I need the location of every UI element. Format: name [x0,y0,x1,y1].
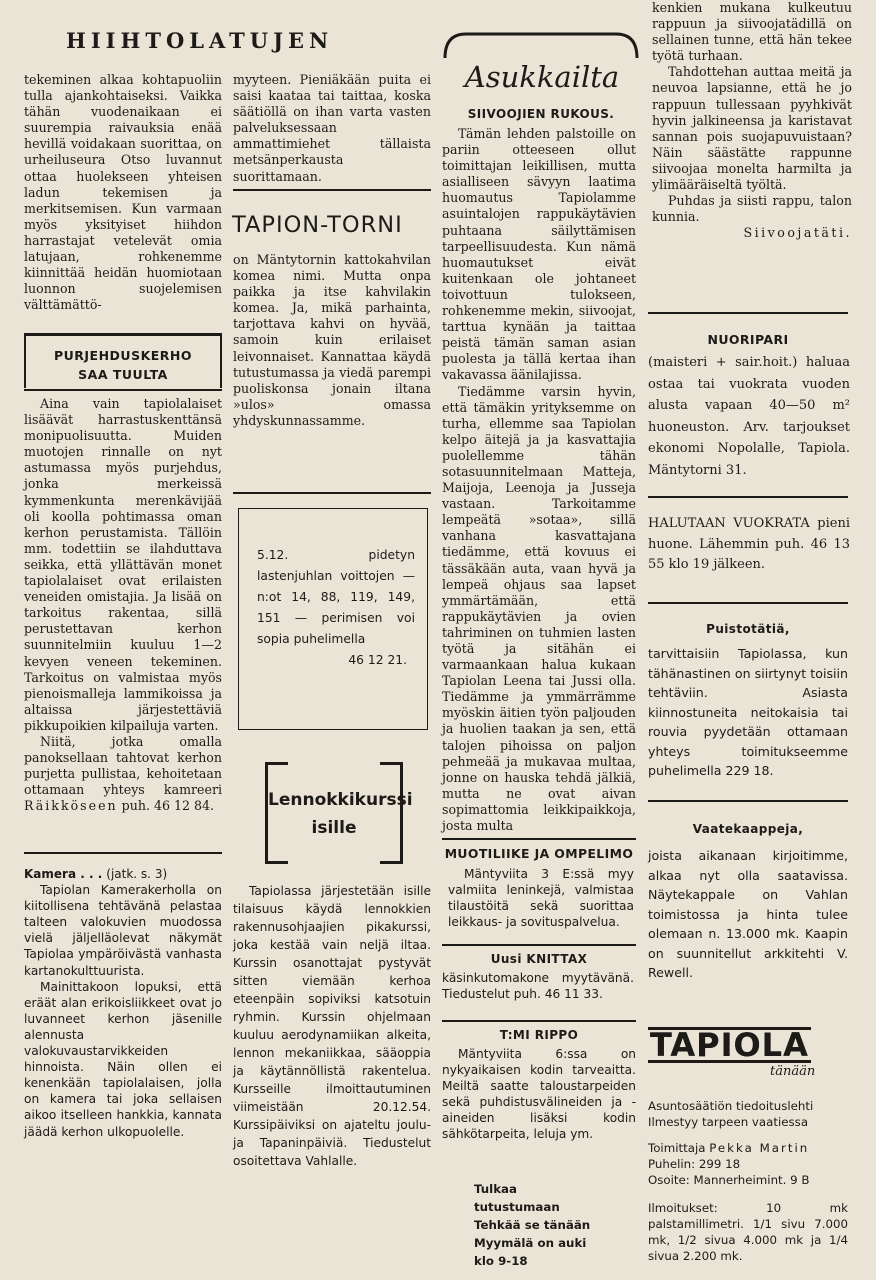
tapion-torni-title: TAPION-TORNI [232,212,403,238]
lennokki-title [268,786,413,842]
masthead-ad-rates: Ilmoitukset: 10 mk palstamillimetri. 1/1 sivu 7.000 mk, 1/2 sivua 4.000 mk ja 1/4 sivua 2.200 mk. [648,1201,848,1263]
purjehdus-article [24,396,222,814]
bracket [268,762,288,765]
purjehdus-paragraph-2-text: Niitä, jotka omalla panoksellaan tahtovat kerhon purjetta pullistaa, kehoitetaan ottamaan yhteys kamreeri [24,733,222,798]
kamera-label: Kamera . . . [24,867,103,881]
bracket [380,762,400,765]
halutaan-ad [648,514,850,576]
rippo-title: T:MI RIPPO [499,1028,579,1042]
editor-label: Toimittaja [648,1141,706,1155]
kamera-paragraph-2: Mainittakoon lopuksi, että eräät alan erikoisliikkeet ovat jo luvanneet kerhon jäsenille alennusta valokuvaustarvikkeiden hinnoista. Näin ollen ei kenenkään tapiolalaisen, jolla on kamera tai joka sellaisen aikoo itselleen hankkia, kannata jäädä kerhon ulkopuolelle. [24,979,222,1139]
purjehdus-title-box [24,336,222,388]
kamera-paragraph-1: Tapiolan Kamerakerholla on kiitollisena tehtävänä pelastaa talteen valokuvien muodossa vielä jäljelläolevat näkymät Tapiolaa ympäröivästä vanhasta kartanokulttuurista. [24,883,222,978]
kamera-heading-line [24,866,222,882]
editor-name: Pekka Martin [709,1141,810,1155]
vaate-title: Vaatekaappeja, [692,822,804,836]
rule [24,852,222,854]
lennokki-article [233,882,431,1170]
rule [24,389,222,391]
lennokki-title-line1: Lennokkikurssi [268,790,413,810]
hiihtolatujen-article [24,72,222,313]
tapion-torni-article [233,252,431,429]
purjehdus-contact-name: Räikköseen [24,798,118,814]
lennokki-title-box [265,762,413,864]
asukkailta-frame [442,30,640,60]
tapiola-logo [648,1026,811,1064]
masthead-editor [648,1140,848,1156]
rippo-cta: Tulkaa tutustumaan Tehkää se tänään Myymälä on auki klo 9-18 [474,1182,591,1268]
masthead-address: Osoite: Mannerheimint. 9 B [648,1173,810,1187]
asukkailta-title: Asukkailta [464,60,620,94]
masthead-info [648,1098,848,1264]
puisto-ad [648,644,848,781]
knittax-title: Uusi KNITTAX [490,952,588,966]
hiihtolatujen-text: tekeminen alkaa kohtapuoliin tulla ajankohtaiseksi. Vaikka tähän vuodenaikaan ei suurempia raivauksia enää hevillä voidakaan suorittaa, on urheiluseura Otso luvannut ottaa huolekseen yhteisen ladun tekemisen ja merkitsemisen. Kun varmaan myös yksityiset hiihdon harrastajat vetelevät omia latujaan, rohkenemme kiinnittää heidän huomiotaan luonnon suojelemisen välttämättö- [24,72,222,313]
rule [233,492,431,494]
hiihtolatujen-headline: HIIHTOLATUJEN [66,28,334,53]
puisto-title: Puistotätiä, [706,622,790,636]
masthead-phone: Puhelin: 299 18 [648,1157,741,1171]
rukous-signature: Siivoojatäti. [743,225,852,241]
rule [648,312,848,314]
vaate-ad [648,846,848,983]
purjehdus-paragraph-1: Aina vain tapiolalaiset lisäävät harrastuskenttänsä monipuolisuutta. Muiden muotojen rinnalle on nyt astumassa myös purjehdus, jonka merkeissä kymmenkunta merenkävijää oli koolla pohtimassa oman kerhon perustamista. Tällöin mm. todettiin se ilahduttava seikka, että yllättävän monet tapiolalaiset ovat erilaisten veneiden omistajia. Ja lisää on tarkoitus rakentaa, sillä perustettavan kerhon suunnitelmiin kuuluu 1—2 kevyen veneen tekeminen. Tarkoitus on valmistaa myös pienoismalleja lammikoissa ja altaissa järjestettäviä pikkupoikien kilpailuja varten. [24,396,222,733]
lennokki-text: Tapiolassa järjestetään isille tilaisuus käydä lennokkien rakennusohjaajien pikakurssi, joka kestää vain neljä iltaa. Kurssin osanottajat pystyvät sitten viemään kerhoa eteenpäin sopiviksi katsotuin ryhmin. Kurssin ohjelmaan kuuluu aerodynamiikan alkeita, lennon mekaniikkaa, sääoppia ja käytännöllistä rakentelua. Kursseille ilmoittautuminen viimeistään 20.12.54. Kurssipäiviksi on ajateltu joulu- ja Tapaninpäiviä. Tiedustelut osoitettava Vahlalle. [233,884,431,1168]
lottery-phone: 46 12 21. [348,653,407,667]
lottery-text: 5.12. pidetyn lastenjuhlan voittojen — n:ot 14, 88, 119, 149, 151 — perimisen voi sopia puhelimella [257,548,415,646]
nuoripari-text: (maisteri + sair.hoit.) haluaa ostaa tai vuokrata vuoden alusta vapaan 40—50 m² huoneuston. Arv. tarjoukset ekonomi Nopolalle, Tapiola. Mäntytorni 31. [648,355,850,478]
nuoripari-title: NUORIPARI [707,332,789,347]
muotiliike-ad [448,866,634,930]
rukous-continued-text: kenkien mukana kulkeutuu rappuun ja siivoojatädillä on sellainen tunne, että hän tekee työtä turhaan. [652,0,852,64]
knittax-text: käsinkutomakone myytävänä. Tiedustelut puh. 46 11 33. [442,971,634,1002]
rippo-text: Mäntyviita 6:ssa on nykyaikaisen kodin tarveaitta. Meiltä saatte taloustarpeiden sekä puhdistusvälineiden ja -aineiden lisäksi kodin sähkötarpeita, leluja ym. [442,1047,636,1142]
tapiola-logo-subtitle: tänään [770,1064,816,1079]
muotiliike-text: Mäntyviita 3 E:ssä myy valmiita leninkejä, valmistaa tilaustöitä sekä suorittaa leikkaus- ja sovituspalvelua. [448,867,634,930]
masthead-line-2: Ilmestyy tarpeen vaatiessa [648,1115,809,1129]
lottery-box [238,508,428,730]
halutaan-text: HALUTAAN VUOKRATA pieni huone. Lähemmin puh. 46 13 55 klo 19 jälkeen. [648,516,850,572]
rule [442,1020,636,1022]
hiihtolatujen-continued [233,72,431,185]
kamera-continued-ref: (jatk. s. 3) [106,867,168,881]
purjehdus-paragraph-2 [24,734,222,814]
rukous-title: SIIVOOJIEN RUKOUS. [467,107,615,121]
bracket [268,861,288,864]
tapiola-logo-text: TAPIOLA [650,1026,809,1064]
muotiliike-title: MUOTILIIKE JA OMPELIMO [444,846,634,861]
hiihtolatujen-continued-text: myyteen. Pieniäkään puita ei saisi kaataa tai taittaa, koska säätiöllä on ihan varta vasten palveluksessaan ammattimiehet tällaista metsänperkausta suorittamaan. [233,72,431,184]
rukous-paragraph-4: Puhdas ja siisti rappu, talon kunnia. [652,193,852,225]
purjehdus-title-line2: SAA TUULTA [78,367,168,382]
rule [648,496,848,498]
vaate-text: joista aikanaan kirjoitimme, alkaa nyt olla saatavissa. Näytekappale on Vahlan toimistossa ja hinta tulee olemaan n. 13.000 mk. Kaapin on suunnitellut arkkitehti V. Rewell. [648,848,848,980]
rule [233,189,431,191]
rule [442,944,636,946]
rule [648,800,848,802]
tapion-torni-text: on Mäntytornin kattokahvilan komea nimi. Mutta onpa paikka ja itse kahvilakin komea. Ja, mikä parhainta, tarjottava kahvi on hyvää, samoin kuin erilaiset leivonnaiset. Kannattaa käydä tutustumassa ja viedä parempi puoliskonsa jonain iltana »ulos» omassa yhdyskunnassamme. [233,252,431,428]
rippo-ad [442,1046,636,1143]
purjehdus-phone: puh. 46 12 84. [121,798,215,814]
nuoripari-ad [648,352,850,481]
rukous-paragraph-3: Tahdottehan auttaa meitä ja neuvoa lapsianne, että he jo rappuun tullessaan pyyhkivät hyvin jalkineensa ja karistavat sannan pois suojapuvuistaan? Näin säästätte rappunne siivoojaa monelta harmilta ja ylimääräiseltä työltä. [652,64,852,193]
lennokki-title-line2: isille [311,818,357,838]
rule [648,602,848,604]
lottery-notice [257,545,415,671]
rukous-paragraph-2: Tiedämme varsin hyvin, että tämäkin yrityksemme on turha, ellemme saa Tapiolan kelpo äitejä ja ja kasvattajia puolellemme tähän sotasuunnitelmaan Matteja, Maijoja, Leenoja ja Jusseja vastaan. Tarkoitamme lempeätä »sotaa», sillä vanhana kasvattajana tiedämme, että kovuus ei tässäkään auta, vaan hyvä ja lempeä ohjaus saa lapset ymmärtämään, että rappukäytävien ja ovien tahriminen on tuhmien lasten työtä ja sitähän ei varmaankaan halua kukaan Tapiolan Leena tai Jussi olla. Tiedämme ja ymmärrämme myöskin äitien työn paljouden ja huolien taakan ja sen, että talojen pihoissa on paljon pehmeää ja mukavaa multaa, jonne on hauska tehdä jälkiä, mutta ne ovat aivan sopimattomia leikkipaikkoja, josta multa [442,383,636,834]
purjehdus-title-line1: PURJEHDUSKERHO [53,348,193,363]
rukous-continued [652,0,852,241]
rukous-paragraph-1: Tämän lehden palstoille on pariin otteeseen ollut toimittajan leikillisen, mutta asialliseen sävyyn laatima huomautus Tapiolamme asuintalojen rappukäytävien puhtaana säilyttämisen tarpeellisuudesta. Kun nämä huomautukset eivät kuitenkaan ole johtaneet toivottuun tulokseen, rohkenemme mekin, siivoojat, tarttua kynään ja taittaa peistä tämän saman asian puolesta ja tällä kertaa ihan vakavassa äänilajissa. [442,126,636,383]
knittax-ad [442,970,634,1002]
rukous-article [442,126,636,834]
kamera-article [24,866,222,1140]
bracket [380,861,400,864]
masthead-line-1: Asuntosäätiön tiedoituslehti [648,1099,814,1113]
rule [442,838,636,840]
puisto-text: tarvittaisiin Tapiolassa, kun tähänastinen on siirtynyt toisiin tehtäviin. Asiasta kiinnostuneita neitokaisia tai rouvia pyydetään ottamaan yhteys toimitukseemme puhelimella 229 18. [648,646,848,778]
